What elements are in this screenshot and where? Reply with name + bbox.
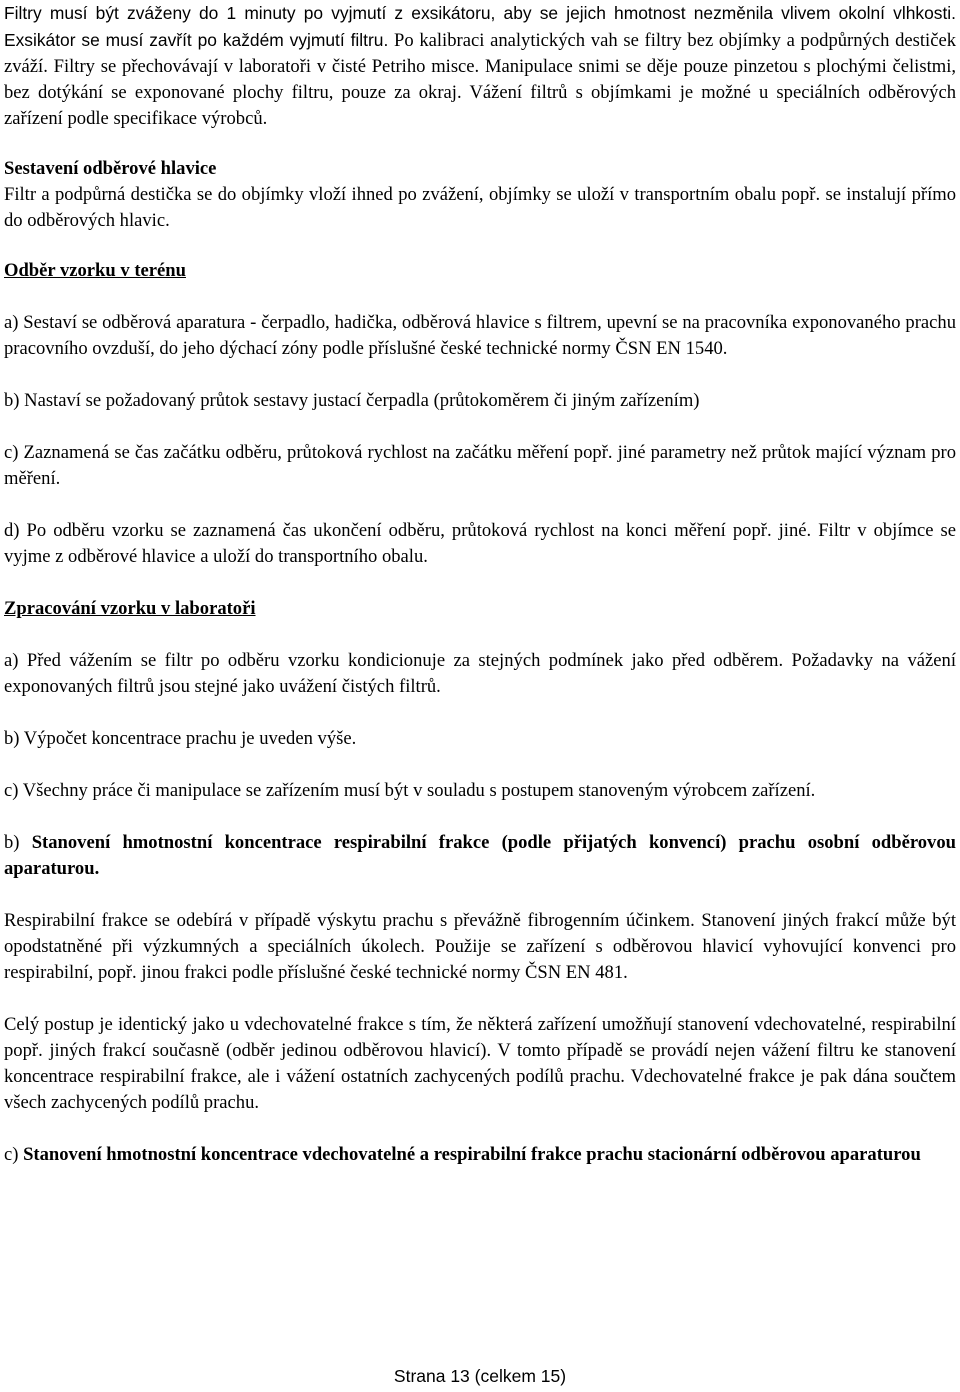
paragraph-lab-c: c) Všechny práce či manipulace se zařízením musí být v souladu s postupem stanoveným výrobcem zařízení.: [4, 780, 816, 801]
paragraph-sampling-a: a) Sestaví se odběrová aparatura - čerpadlo, hadička, odběrová hlavice s filtrem, upevní se na pracovníka exponovaného prachu pracovního ovzduší, do jeho dýchací zóny podle příslušné české technické normy ČSN EN 1540.: [4, 312, 956, 359]
text-segment: Manipulace snimi se děje pouze pinzetou s plochými čelistmi, bez dotýkání se exponované plochy filtru, pouze za okraj.: [4, 56, 957, 103]
list-marker: c): [4, 1144, 24, 1165]
paragraph-sampling-b: b) Nastaví se požadovaný průtok sestavy justací čerpadla (průtokoměrem či jiným zařízením): [4, 390, 700, 411]
page-footer: Strana 13 (celkem 15): [393, 1366, 567, 1386]
paragraph-lab-a: a) Před vážením se filtr po odběru vzorku kondicionuje za stejných podmínek jako před odběrem. Požadavky na vážení exponovaných filtrů jsou stejné jako uvážení čistých filtrů.: [4, 650, 956, 697]
heading-lab-processing: Zpracování vzorku v laboratoři: [4, 598, 256, 619]
heading-field-sampling: Odběr vzorku v terénu: [4, 260, 186, 281]
paragraph-weighing-filters: [4, 0, 956, 132]
paragraph-lab-b: b) Výpočet koncentrace prachu je uveden výše.: [4, 728, 357, 749]
heading-respirable-fraction: [4, 830, 956, 882]
heading-assembly: Sestavení odběrové hlavice: [4, 158, 217, 179]
paragraph-sampling-d: d) Po odběru vzorku se zaznamená čas ukončení odběru, průtoková rychlost na konci měření popř. jiné. Filtr v objímce se vyjme z odběrové hlavice a uloží do transportního obalu.: [4, 520, 956, 567]
heading-respirable-text: Stanovení hmotnostní koncentrace respirabilní frakce (podle přijatých konvencí) prachu osobní odběrovou aparaturou.: [4, 832, 956, 879]
paragraph-respirable-2: Celý postup je identický jako u vdechovatelné frakce s tím, že některá zařízení umožňují stanovení vdechovatelné, respirabilní popř. jiných frakcí současně (odběr jedinou odběrovou hlavicí). V tomto případě se provádí nejen vážení filtru ke stanovení koncentrace respirabilní frakce, ale i vážení ostatních zachycených podílů prachu. Vdechovatelné frakce je pak dána součtem všech zachycených podílů prachu.: [4, 1014, 956, 1113]
paragraph-assembly: Filtr a podpůrná destička se do objímky vloží ihned po zvážení, objímky se uloží v transportním obalu popř. se instalují přímo do odběrových hlavic.: [4, 184, 956, 231]
paragraph-sampling-c: c) Zaznamená se čas začátku odběru, průtoková rychlost na začátku měření popř. jiné parametry než průtok mající význam pro měření.: [4, 442, 956, 489]
text-segment: Filtry musí být zváženy do 1 minuty po vyjmutí z exsikátoru, aby se jejich hmotnost nezměnila vlivem okolní vlhkosti. Exsikátor se musí zavřít po každém vyjmutí filtru.: [4, 3, 956, 50]
heading-stationary: [4, 1142, 956, 1168]
text-segment: Vážení filtrů s objímkami je možné u speciálních odběrových zařízení podle specifikace výrobců.: [4, 82, 956, 129]
list-marker: b): [4, 832, 32, 853]
paragraph-respirable-1: Respirabilní frakce se odebírá v případě výskytu prachu s převážně fibrogenním účinkem. Stanovení jiných frakcí může být opodstatněné při výzkumných a speciálních úkolech. Použije se zařízení s odběrovou hlavicí vyhovující konvenci pro respirabilní, popř. jinou frakci podle příslušné české technické normy ČSN EN 481.: [4, 910, 956, 983]
heading-stationary-text: Stanovení hmotnostní koncentrace vdechovatelné a respirabilní frakce prachu stacionární odběrovou aparaturou: [23, 1144, 921, 1165]
text-segment: Po kalibraci analytických vah se filtry bez objímky a podpůrných destiček zváží. Filtry se přechovávají v laboratoři v čisté Petriho misce.: [4, 30, 956, 77]
